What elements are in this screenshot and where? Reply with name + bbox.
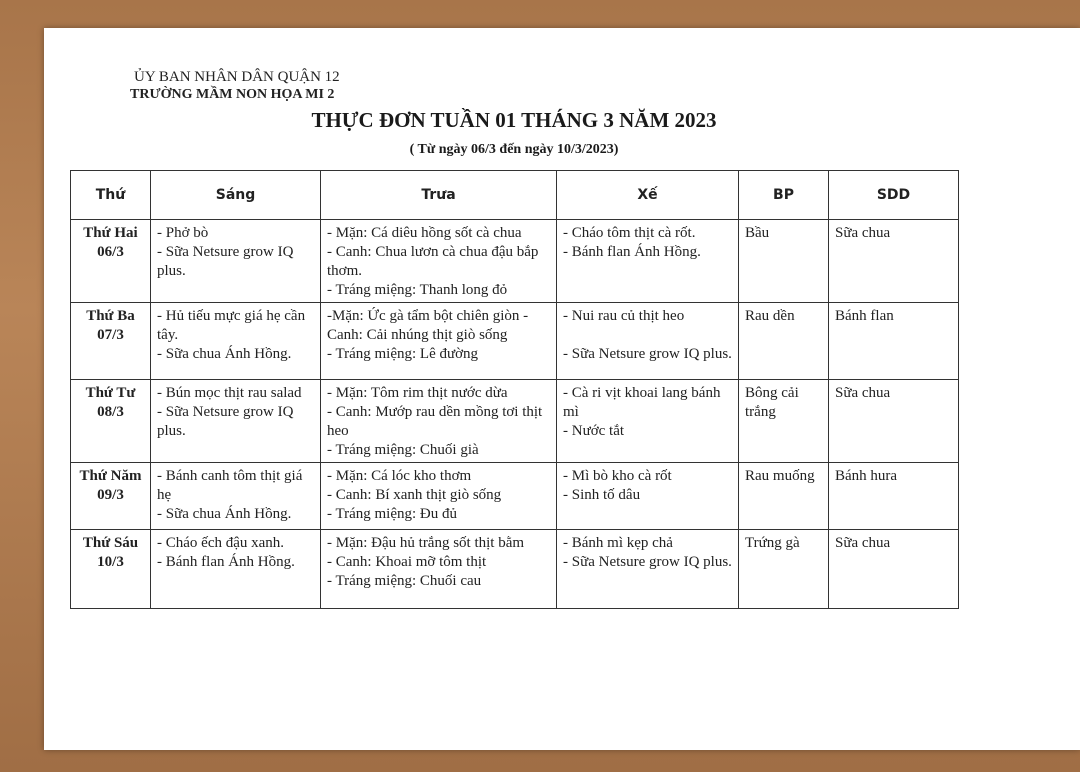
menu-line: Bông cải trắng — [745, 385, 799, 420]
menu-line: - Cà ri vịt khoai lang bánh mì — [563, 385, 721, 420]
afternoon-cell — [557, 380, 739, 463]
sdd-cell — [829, 530, 959, 609]
table-row — [71, 303, 959, 380]
menu-line: Thứ Năm — [79, 468, 142, 484]
menu-line: - Sữa Netsure grow IQ plus. — [157, 404, 294, 439]
menu-line: - Sữa Netsure grow IQ plus. — [563, 554, 732, 570]
col-header-afternoon: Xế — [557, 171, 739, 220]
morning-cell — [151, 220, 321, 303]
district-committee-name: ỦY BAN NHÂN DÂN QUẬN 12 — [134, 69, 340, 85]
afternoon-cell — [557, 463, 739, 530]
bp-cell — [739, 220, 829, 303]
col-header-day: Thứ — [71, 171, 151, 220]
menu-line — [563, 326, 732, 345]
menu-line: Bánh flan — [835, 308, 894, 324]
lunch-cell — [321, 463, 557, 530]
morning-cell — [151, 380, 321, 463]
table-row — [71, 380, 959, 463]
page-title: THỰC ĐƠN TUẦN 01 THÁNG 3 NĂM 2023 — [311, 108, 717, 132]
lunch-cell — [321, 530, 557, 609]
menu-line: Thứ Tư — [85, 385, 136, 401]
menu-line: 06/3 — [97, 244, 124, 260]
menu-line: - Mặn: Đậu hủ trắng sốt thịt bằm — [327, 535, 525, 551]
menu-line: Thứ Hai — [83, 225, 138, 241]
sdd-cell — [829, 380, 959, 463]
menu-line: -Mặn: Ức gà tẩm bột chiên giòn -Canh: Cải nhúng thịt giò sống — [327, 308, 529, 343]
day-cell — [71, 463, 151, 530]
menu-line: Thứ Sáu — [82, 535, 139, 551]
menu-line: - Sữa chua Ánh Hồng. — [157, 506, 292, 522]
menu-line: - Phở bò — [157, 225, 209, 241]
menu-line: - Bún mọc thịt rau salad — [157, 385, 302, 401]
menu-line: - Canh: Bí xanh thịt giò sống — [327, 487, 502, 503]
col-header-lunch: Trưa — [321, 171, 557, 220]
day-cell — [71, 220, 151, 303]
menu-line: Sữa chua — [835, 225, 891, 241]
menu-line: Rau dền — [745, 308, 795, 324]
afternoon-cell — [557, 530, 739, 609]
menu-line: - Cháo ếch đậu xanh. — [157, 535, 285, 551]
menu-line: - Mặn: Cá lóc kho thơm — [327, 468, 472, 484]
menu-line: - Tráng miệng: Đu đủ — [327, 506, 458, 522]
menu-line: - Tráng miệng: Thanh long đỏ — [327, 282, 508, 298]
bp-cell — [739, 380, 829, 463]
menu-line: - Mặn: Cá diêu hồng sốt cà chua — [327, 225, 522, 241]
table-row — [71, 220, 959, 303]
menu-line: Trứng gà — [745, 535, 800, 551]
menu-line: Sữa chua — [835, 385, 891, 401]
morning-cell — [151, 530, 321, 609]
menu-line: - Mặn: Tôm rim thịt nước dừa — [327, 385, 508, 401]
menu-line: - Bánh mì kẹp chả — [563, 535, 673, 551]
menu-line: - Cháo tôm thịt cà rốt. — [563, 225, 696, 241]
menu-line: - Hủ tiếu mực giá hẹ cần tây. — [157, 308, 306, 343]
menu-line: - Canh: Khoai mỡ tôm thịt — [327, 554, 487, 570]
menu-line: - Canh: Mướp rau dền mồng tơi thịt heo — [327, 404, 543, 439]
col-header-bp: BP — [739, 171, 829, 220]
lunch-cell — [321, 220, 557, 303]
day-cell — [71, 380, 151, 463]
table-row — [71, 530, 959, 609]
menu-line: - Nước tắt — [563, 423, 625, 439]
table-row — [71, 463, 959, 530]
menu-line: - Tráng miệng: Chuối già — [327, 442, 479, 458]
menu-line: - Mì bò kho cà rốt — [563, 468, 672, 484]
menu-line: - Bánh flan Ánh Hồng. — [157, 554, 295, 570]
menu-line: 07/3 — [97, 327, 124, 343]
col-header-morning: Sáng — [151, 171, 321, 220]
sdd-cell — [829, 463, 959, 530]
menu-line: Sữa chua — [835, 535, 891, 551]
menu-line: 08/3 — [97, 404, 124, 420]
menu-line: 09/3 — [97, 487, 124, 503]
menu-line: - Tráng miệng: Chuối cau — [327, 573, 482, 589]
day-cell — [71, 303, 151, 380]
weekly-menu-table — [70, 170, 959, 609]
menu-line: - Sữa chua Ánh Hồng. — [157, 346, 292, 362]
menu-line: - Bánh canh tôm thịt giá hẹ — [157, 468, 303, 503]
lunch-cell — [321, 380, 557, 463]
bp-cell — [739, 303, 829, 380]
day-cell — [71, 530, 151, 609]
menu-line: Thứ Ba — [86, 308, 135, 324]
school-name: TRƯỜNG MẦM NON HỌA MI 2 — [130, 87, 335, 102]
date-range: ( Từ ngày 06/3 đến ngày 10/3/2023) — [409, 142, 619, 157]
menu-line: - Sữa Netsure grow IQ plus. — [157, 244, 294, 279]
menu-line: Bầu — [745, 225, 770, 241]
menu-line: - Bánh flan Ánh Hồng. — [563, 244, 701, 260]
menu-line: - Sinh tố dâu — [563, 487, 641, 503]
sdd-cell — [829, 303, 959, 380]
menu-line: Bánh hura — [835, 468, 898, 484]
menu-line: - Canh: Chua lươn cà chua đậu bắp thơm. — [327, 244, 539, 279]
menu-line: 10/3 — [97, 554, 124, 570]
morning-cell — [151, 303, 321, 380]
menu-line: - Tráng miệng: Lê đường — [327, 346, 479, 362]
sdd-cell — [829, 220, 959, 303]
menu-line: Rau muống — [745, 468, 815, 484]
table-header-row — [71, 171, 959, 220]
bp-cell — [739, 530, 829, 609]
bp-cell — [739, 463, 829, 530]
col-header-sdd: SDD — [829, 171, 959, 220]
lunch-cell — [321, 303, 557, 380]
afternoon-cell — [557, 303, 739, 380]
menu-line: - Sữa Netsure grow IQ plus. — [563, 346, 732, 362]
menu-line: - Nui rau củ thịt heo — [563, 308, 685, 324]
afternoon-cell — [557, 220, 739, 303]
morning-cell — [151, 463, 321, 530]
menu-paper — [44, 28, 1080, 750]
